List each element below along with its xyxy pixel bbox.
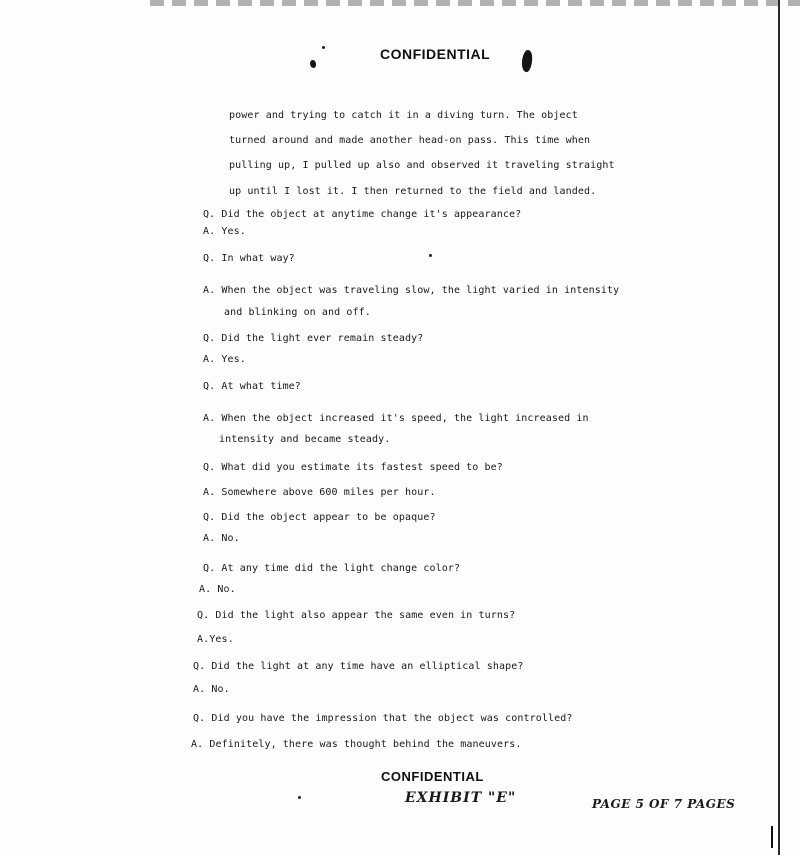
answer-line: A. No. <box>193 684 230 695</box>
scan-top-edge <box>150 0 800 6</box>
question-line: Q. At any time did the light change color? <box>203 563 461 574</box>
question-line: Q. At what time? <box>203 381 301 392</box>
ink-speck <box>429 254 432 257</box>
ink-speck <box>298 796 301 799</box>
scan-right-edge <box>778 0 780 855</box>
answer-line: A. No. <box>199 584 236 595</box>
question-line: Q. In what way? <box>203 253 295 264</box>
body-line: and blinking on and off. <box>224 307 371 318</box>
question-line: Q. Did the light at any time have an elliptical shape? <box>193 661 524 672</box>
ink-blot-left <box>310 60 316 68</box>
question-line: Q. Did you have the impression that the object was controlled? <box>193 713 573 724</box>
margin-mark <box>771 826 773 848</box>
body-line: up until I lost it. I then returned to the field and landed. <box>229 186 597 197</box>
question-line: Q. Did the light ever remain steady? <box>203 333 424 344</box>
classification-footer: CONFIDENTIAL <box>381 769 484 784</box>
question-line: Q. Did the object at anytime change it's appearance? <box>203 209 522 220</box>
ink-speck <box>322 46 325 49</box>
answer-line: A. Yes. <box>203 354 246 365</box>
answer-line: A. Yes. <box>203 226 246 237</box>
answer-line: A.Yes. <box>197 634 234 645</box>
answer-line: A. When the object increased it's speed, the light increased in <box>203 413 589 424</box>
body-line: power and trying to catch it in a diving turn. The object <box>229 110 578 121</box>
answer-line: A. Definitely, there was thought behind the maneuvers. <box>191 739 522 750</box>
body-line: turned around and made another head-on pass. This time when <box>229 135 591 146</box>
answer-line: A. No. <box>203 533 240 544</box>
question-line: Q. Did the object appear to be opaque? <box>203 512 436 523</box>
answer-line: A. Somewhere above 600 miles per hour. <box>203 487 436 498</box>
body-line: intensity and became steady. <box>219 434 391 445</box>
answer-line: A. When the object was traveling slow, the light varied in intensity <box>203 285 620 296</box>
exhibit-label: EXHIBIT "E" <box>405 790 517 806</box>
question-line: Q. Did the light also appear the same even in turns? <box>197 610 516 621</box>
body-line: pulling up, I pulled up also and observed it traveling straight <box>229 160 615 171</box>
ink-blot-right <box>520 49 534 72</box>
question-line: Q. What did you estimate its fastest speed to be? <box>203 462 503 473</box>
page-number-note: PAGE 5 OF 7 PAGES <box>592 797 736 811</box>
classification-header: CONFIDENTIAL <box>380 46 491 62</box>
